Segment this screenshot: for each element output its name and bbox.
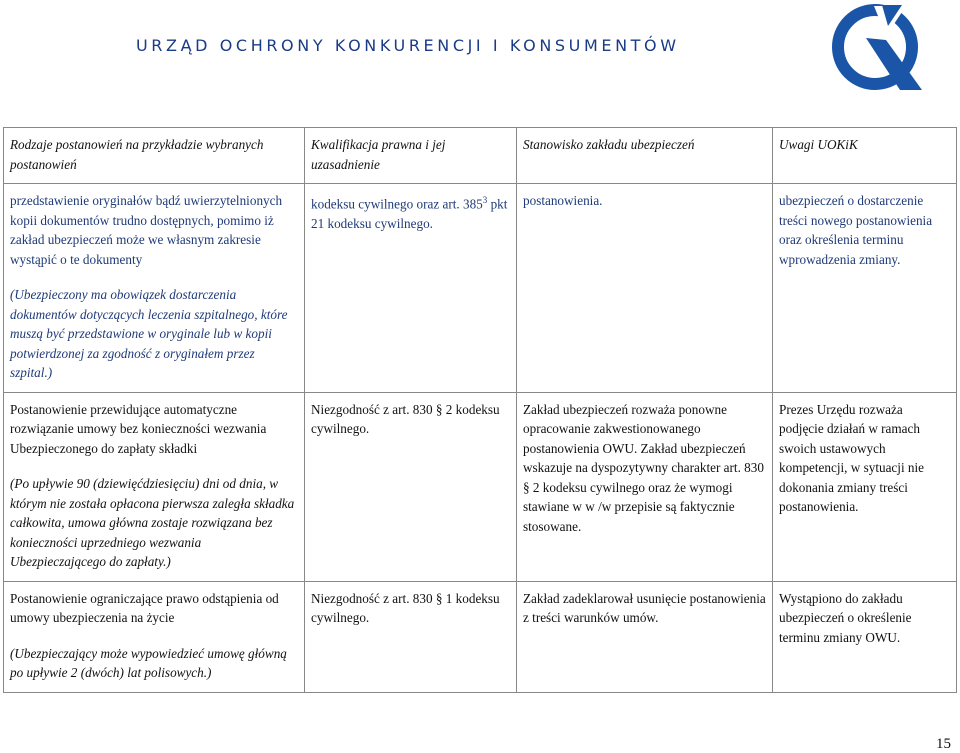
insurer-position-cell: Zakład zadeklarował usunięcie postanowienia z treści warunków umów. (517, 581, 773, 692)
provision-cell (4, 581, 305, 692)
table-row (4, 581, 957, 692)
provision-example: (Po upływie 90 (dziewięćdziesięciu) dni od dnia, w którym nie została opłacona pierwsza zaległa składka całkowita, umowa główna zostaje rozwiązana bez konieczności uprzedniego wezwania Ubezpieczającego do zapłaty.) (10, 476, 295, 569)
provision-cell (4, 184, 305, 393)
qualification-text: kodeksu cywilnego oraz art. 385 (311, 196, 483, 212)
uokik-logo (826, 0, 926, 92)
table-row (4, 184, 957, 393)
qualification-text-cont: pkt 21 kodeksu cywilnego. (311, 196, 508, 231)
superscript: 3 (482, 195, 488, 205)
insurer-position-cell: Zakład ubezpieczeń rozważa ponowne opracowanie zakwestionowanego postanowienia OWU. Zakład ubezpieczeń wskazuje na dyspozytywny charakter art. 830 § 2 kodeksu cywilnego oraz że wymogi stawiane w w /w przepisie są faktycznie stosowane. (517, 392, 773, 581)
provisions-table (3, 127, 957, 693)
provision-example: (Ubezpieczający może wypowiedzieć umowę główną po upływie 2 (dwóch) lat polisowych.) (10, 645, 287, 680)
legal-qualification-cell (305, 184, 517, 393)
uokik-remarks-cell: Prezes Urzędu rozważa podjęcie działań w ramach swoich ustawowych kompetencji, w sytuacji nie dokonania zmiany treści postanowienia. (773, 392, 957, 581)
provision-description: Postanowienie ograniczające prawo odstąpienia od umowy ubezpieczenia na życie (10, 590, 279, 625)
header-cell-provision-types: Rodzaje postanowień na przykładzie wybranych postanowień (4, 128, 305, 184)
provision-cell (4, 392, 305, 581)
legal-qualification-cell: Niezgodność z art. 830 § 1 kodeksu cywilnego. (305, 581, 517, 692)
uokik-remarks-cell: ubezpieczeń o dostarczenie treści nowego postanowienia oraz określenia terminu wprowadzenia zmiany. (773, 184, 957, 393)
provision-description: Postanowienie przewidujące automatyczne rozwiązanie umowy bez konieczności wezwania Ubezpieczonego do zapłaty składki (10, 401, 267, 456)
table-row (4, 392, 957, 581)
provision-description: przedstawienie oryginałów bądź uwierzytelnionych kopii dokumentów trudno dostępnych, pomimo iż zakład ubezpieczeń może we własnym zakresie wystąpić o te dokumenty (10, 193, 283, 267)
legal-qualification-cell: Niezgodność z art. 830 § 2 kodeksu cywilnego. (305, 392, 517, 581)
page-number: 15 (936, 736, 951, 752)
insurer-position-cell: postanowienia. (517, 184, 773, 393)
provision-example: (Ubezpieczony ma obowiązek dostarczenia dokumentów dotyczących leczenia szpitalnego, które muszą być przedstawione w oryginale lub w kopii potwierdzonej za zgodność z oryginałem przez szpital.) (10, 287, 288, 380)
office-title: URZĄD OCHRONY KONKURENCJI I KONSUMENTÓW (136, 36, 680, 55)
header-cell-insurer-position: Stanowisko zakładu ubezpieczeń (517, 128, 773, 184)
uokik-remarks-cell: Wystąpiono do zakładu ubezpieczeń o określenie terminu zmiany OWU. (773, 581, 957, 692)
table-header-row (4, 128, 957, 184)
header-cell-legal-qualification: Kwalifikacja prawna i jej uzasadnienie (305, 128, 517, 184)
header-cell-uokik-remarks: Uwagi UOKiK (773, 128, 957, 184)
